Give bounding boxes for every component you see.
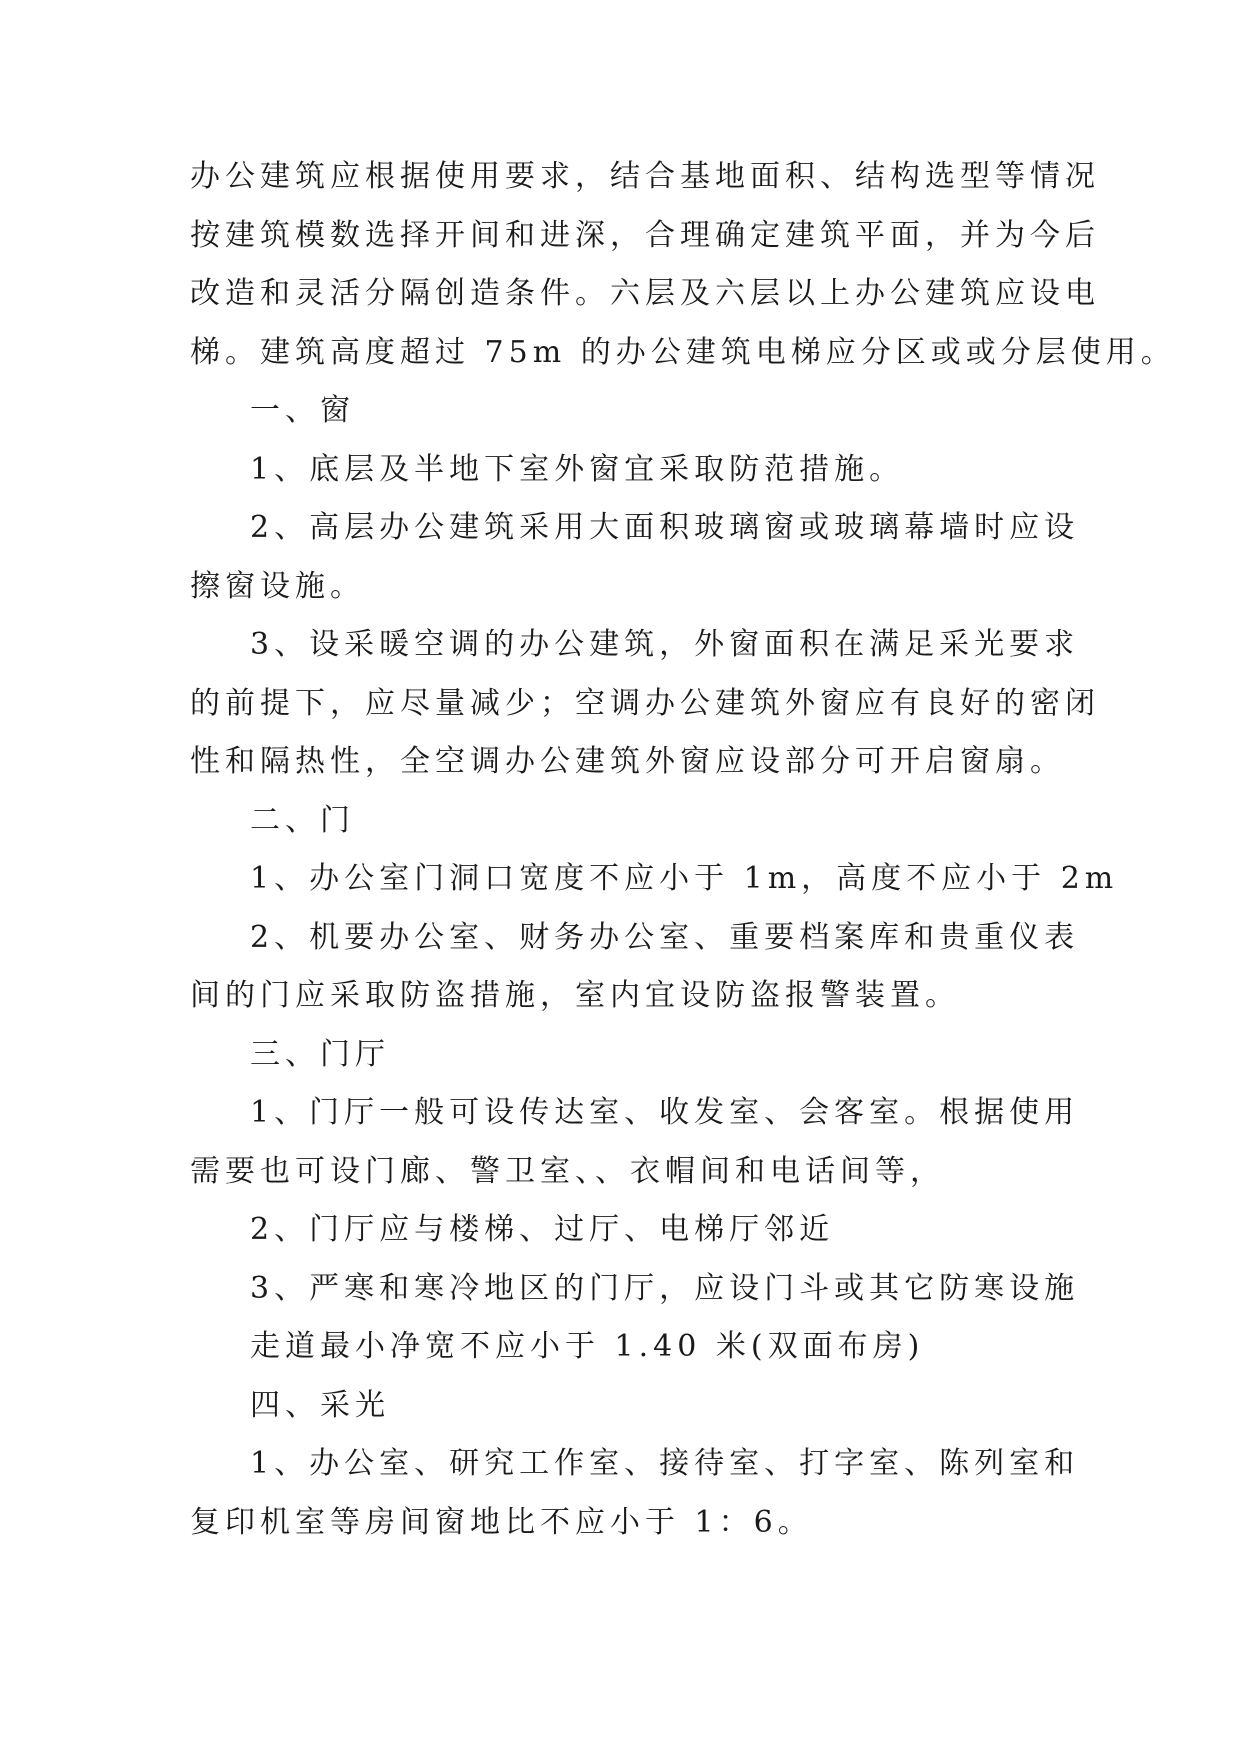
paragraph-line: 的前提下，应尽量减少；空调办公建筑外窗应有良好的密闭 (190, 685, 1100, 721)
document-body (190, 148, 1176, 1552)
paragraph-line: 1、办公室、研究工作室、接待室、打字室、陈列室和 (250, 1446, 1080, 1481)
paragraph-line: 改造和灵活分隔创造条件。六层及六层以上办公建筑应设电 (190, 276, 1100, 311)
paragraph-line: 1、门厅一般可设传达室、收发室、会客室。根据使用 (250, 1095, 1080, 1130)
paragraph-line: 擦窗设施。 (190, 568, 365, 604)
paragraph-line: 3、严寒和寒冷地区的门厅，应设门斗或其它防寒设施 (250, 1270, 1080, 1306)
paragraph-line: 2、机要办公室、财务办公室、重要档案库和贵重仪表 (250, 919, 1080, 955)
paragraph-line: 1、底层及半地下室外窗宜采取防范措施。 (250, 451, 905, 487)
paragraph-line: 间的门应采取防盗措施，室内宜设防盗报警装置。 (190, 978, 960, 1013)
paragraph-line: 按建筑模数选择开间和进深，合理确定建筑平面，并为今后 (190, 217, 1100, 253)
paragraph-line: 办公建筑应根据使用要求，结合基地面积、结构选型等情况 (190, 159, 1100, 194)
paragraph-line: 1、办公室门洞口宽度不应小于 1m，高度不应小于 2m (250, 861, 1119, 896)
section-heading-daylighting: 四、采光 (250, 1387, 390, 1423)
paragraph-line: 梯。建筑高度超过 75m 的办公建筑电梯应分区或或分层使用。 (190, 334, 1176, 370)
paragraph-line: 3、设采暖空调的办公建筑，外窗面积在满足采光要求 (250, 627, 1080, 662)
paragraph-line: 2、高层办公建筑采用大面积玻璃窗或玻璃幕墙时应设 (250, 510, 1080, 545)
paragraph-line: 走道最小净宽不应小于 1.40 米(双面布房) (250, 1329, 925, 1364)
section-heading-doors: 二、门 (250, 802, 355, 838)
paragraph-line: 复印机室等房间窗地比不应小于 1：6。 (190, 1504, 813, 1540)
paragraph-line: 2、门厅应与楼梯、过厅、电梯厅邻近 (250, 1212, 835, 1247)
paragraph-line: 性和隔热性，全空调办公建筑外窗应设部分可开启窗扇。 (190, 744, 1065, 779)
paragraph-line: 需要也可设门廊、警卫室、、衣帽间和电话间等， (190, 1153, 945, 1189)
section-heading-windows: 一、窗 (250, 393, 355, 428)
section-heading-lobby: 三、门厅 (250, 1036, 390, 1072)
